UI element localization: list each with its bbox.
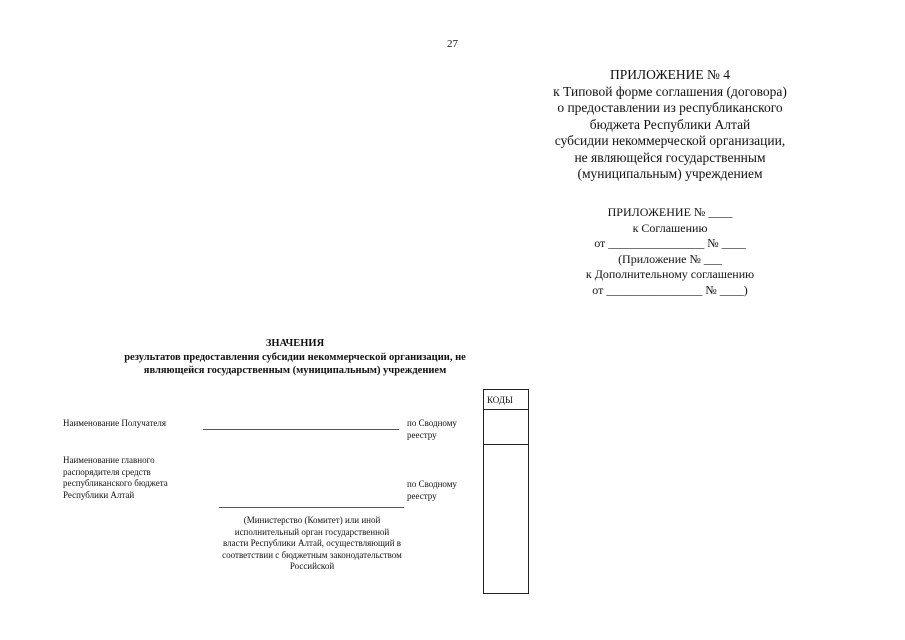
appendix-line: о предоставлении из республиканского — [557, 100, 783, 115]
agreement-line: (Приложение № ___ — [618, 251, 722, 266]
codes-cell-manager — [484, 445, 529, 594]
agreement-header — [520, 205, 820, 298]
title-heading: ЗНАЧЕНИЯ — [265, 338, 325, 349]
appendix-line: не являющейся государственным — [574, 149, 766, 165]
recipient-label: Наименование Получателя — [63, 418, 167, 428]
codes-cell-recipient — [484, 410, 529, 445]
page-number: 27 — [447, 38, 458, 50]
manager-registry-label: по Сводному реестру — [407, 479, 457, 501]
manager-fill-line — [219, 507, 404, 508]
appendix-line: (муниципальным) учреждением — [577, 166, 763, 181]
manager-label: Наименование главного распорядителя средств республиканского бюджета Республики Алтай — [63, 455, 168, 500]
document-title — [60, 337, 530, 378]
title-line: результатов предоставления субсидии некоммерческой организации, не — [124, 351, 466, 363]
agreement-line: от ________________ № ____ — [594, 236, 746, 250]
recipient-fill-line — [203, 429, 399, 430]
appendix-line: субсидии некоммерческой организации, — [554, 133, 786, 148]
appendix-header — [510, 67, 830, 183]
agreement-line: к Дополнительному соглашению — [585, 267, 755, 281]
appendix-line: ПРИЛОЖЕНИЕ № 4 — [609, 67, 731, 82]
agreement-line: ПРИЛОЖЕНИЕ № ____ — [607, 205, 733, 219]
recipient-registry-label: по Сводному реестру — [407, 418, 457, 440]
codes-table — [483, 389, 529, 594]
agreement-line: к Соглашению — [632, 220, 708, 235]
codes-header: КОДЫ — [484, 390, 529, 410]
manager-caption: (Министерство (Комитет) или иной исполнительный орган государственной власти Республики Алтай, осуществляющий в соответствии с бюджетным законодательством Российской — [222, 515, 402, 571]
appendix-line: к Типовой форме соглашения (договора) — [553, 83, 787, 99]
appendix-line: бюджета Республики Алтай — [589, 116, 751, 132]
title-line: являющейся государственным (муниципальным) учреждением — [143, 365, 447, 376]
agreement-line: от ________________ № ____) — [592, 282, 748, 297]
